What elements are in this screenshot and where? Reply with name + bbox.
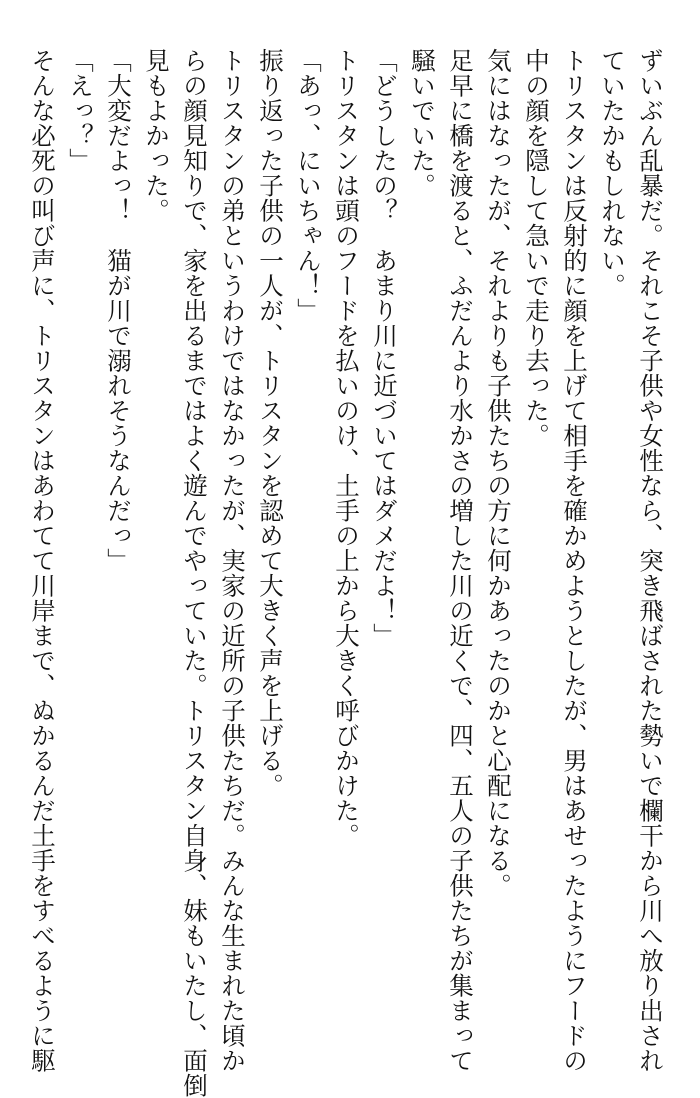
text-line-11: 振り返った子供の一人が、トリスタンを認めて大きく声を上げる。	[256, 48, 285, 798]
text-line-2: ていたかもしれない。	[598, 48, 627, 298]
text-line-1: ずいぶん乱暴だ。それこそ子供や女性なら、突き飛ばされた勢いで欄干から川へ放り出され	[636, 48, 665, 1073]
text-line-17: そんな必死の叫び声に、トリスタンはあわてて川岸まで、ぬかるんだ土手をすべるように駆	[28, 48, 57, 1073]
text-line-13: らの顔見知りで、家を出るまではよく遊んでやっていた。トリスタン自身、妹もいたし、面倒	[180, 48, 209, 1098]
text-line-7: 騒いでいた。	[408, 48, 437, 198]
text-line-8: 「どうしたの？ あまり川に近づいてはダメだよ！」	[370, 48, 399, 648]
text-line-14: 見もよかった。	[142, 48, 171, 223]
text-line-15: 「大変だよっ！ 猫が川で溺れそうなんだっ」	[104, 48, 133, 573]
text-line-6: 足早に橋を渡ると、ふだんより水かさの増した川の近くで、四、五人の子供たちが集まって	[446, 48, 475, 1073]
text-line-9: トリスタンは頭のフードを払いのけ、土手の上から大きく呼びかけた。	[332, 48, 361, 848]
text-line-12: トリスタンの弟というわけではなかったが、実家の近所の子供たちだ。みんな生まれた頃か	[218, 48, 247, 1073]
text-line-16: 「えっ？」	[66, 48, 95, 173]
text-line-10: 「あっ、にいちゃん！」	[294, 48, 323, 323]
text-line-5: 気にはなったが、それよりも子供たちの方に何かあったのかと心配になる。	[484, 48, 513, 898]
text-line-4: 中の顔を隠して急いで走り去った。	[522, 48, 551, 448]
text-line-3: トリスタンは反射的に顔を上げて相手を確かめようとしたが、男はあせったようにフードの	[560, 48, 589, 1073]
